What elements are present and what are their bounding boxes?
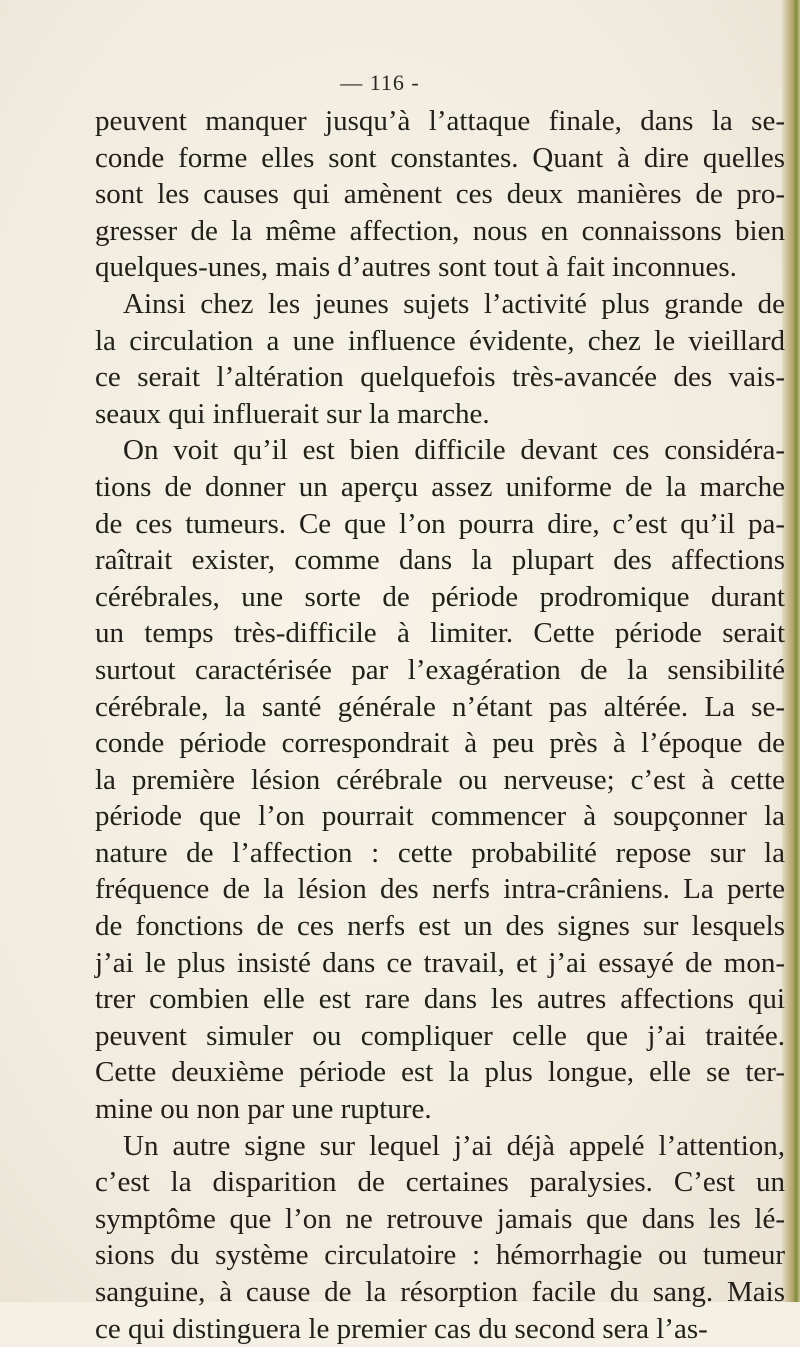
text-line: symptôme que l’on ne retrouve jamais que dans les lé- — [95, 1202, 785, 1235]
text-line: c’est la disparition de certaines paralysies. C’est un — [95, 1166, 785, 1199]
text-line: cérébrales, une sorte de période prodromique durant — [95, 580, 785, 613]
text-line: tions de donner un aperçu assez uniforme de la marche — [95, 470, 785, 503]
text-line: On voit qu’il est bien difficile devant ces considéra- — [123, 434, 785, 467]
text-line: de ces tumeurs. Ce que l’on pourra dire, c’est qu’il pa- — [95, 507, 785, 540]
text-line: mine ou non par une rupture. — [95, 1093, 432, 1126]
text-line: trer combien elle est rare dans les autres affections qui — [95, 983, 785, 1016]
text-line: sanguine, à cause de la résorption facile du sang. Mais — [95, 1276, 785, 1308]
text-line: Un autre signe sur lequel j’ai déjà appelé l’attention, — [123, 1129, 785, 1162]
text-line: conde période correspondrait à peu près à l’époque de — [95, 727, 785, 760]
text-line: période que l’on pourrait commencer à soupçonner la — [95, 800, 785, 833]
text-line: sions du système circulatoire : hémorrhagie ou tumeur — [95, 1239, 785, 1272]
text-line: nature de l’affection : cette probabilité repose sur la — [95, 836, 785, 869]
text-line: peuvent manquer jusqu’à l’attaque finale, dans la se- — [95, 105, 785, 137]
text-line: la circulation a une influence évidente, chez le vieillard — [95, 324, 785, 357]
text-line: de fonctions de ces nerfs est un des signes sur lesquels — [95, 910, 785, 943]
text-line: fréquence de la lésion des nerfs intra-crâniens. La perte — [95, 873, 785, 906]
text-line: ce serait l’altération quelquefois très-avancée des vais- — [95, 361, 785, 394]
text-line: seaux qui influerait sur la marche. — [95, 397, 490, 430]
text-line: la première lésion cérébrale ou nerveuse; c’est à cette — [95, 763, 785, 796]
text-line: peuvent simuler ou compliquer celle que j’ai traitée. — [95, 1019, 785, 1052]
text-line: Cette deuxième période est la plus longue, elle se ter- — [95, 1056, 785, 1089]
text-line: gresser de la même affection, nous en connaissons bien — [95, 214, 785, 247]
text-line: j’ai le plus insisté dans ce travail, et j’ai essayé de mon- — [95, 946, 785, 979]
text-line: un temps très-difficile à limiter. Cette période serait — [95, 617, 785, 650]
text-line: surtout caractérisée par l’exagération de la sensibilité — [95, 653, 785, 686]
text-line: conde forme elles sont constantes. Quant à dire quelles — [95, 141, 785, 174]
text-line: cérébrale, la santé générale n’étant pas altérée. La se- — [95, 690, 785, 723]
text-line: quelques-unes, mais d’autres sont tout à fait inconnues. — [95, 251, 737, 284]
text-line: sont les causes qui amènent ces deux manières de pro- — [95, 178, 785, 211]
text-line: ce qui distinguera le premier cas du second sera l’as- — [95, 1312, 708, 1345]
text-line: Ainsi chez les jeunes sujets l’activité plus grande de — [123, 287, 785, 320]
page-number: — 116 - — [340, 70, 420, 95]
text-line: raîtrait exister, comme dans la plupart des affections — [95, 544, 785, 577]
body-text — [95, 103, 785, 1347]
